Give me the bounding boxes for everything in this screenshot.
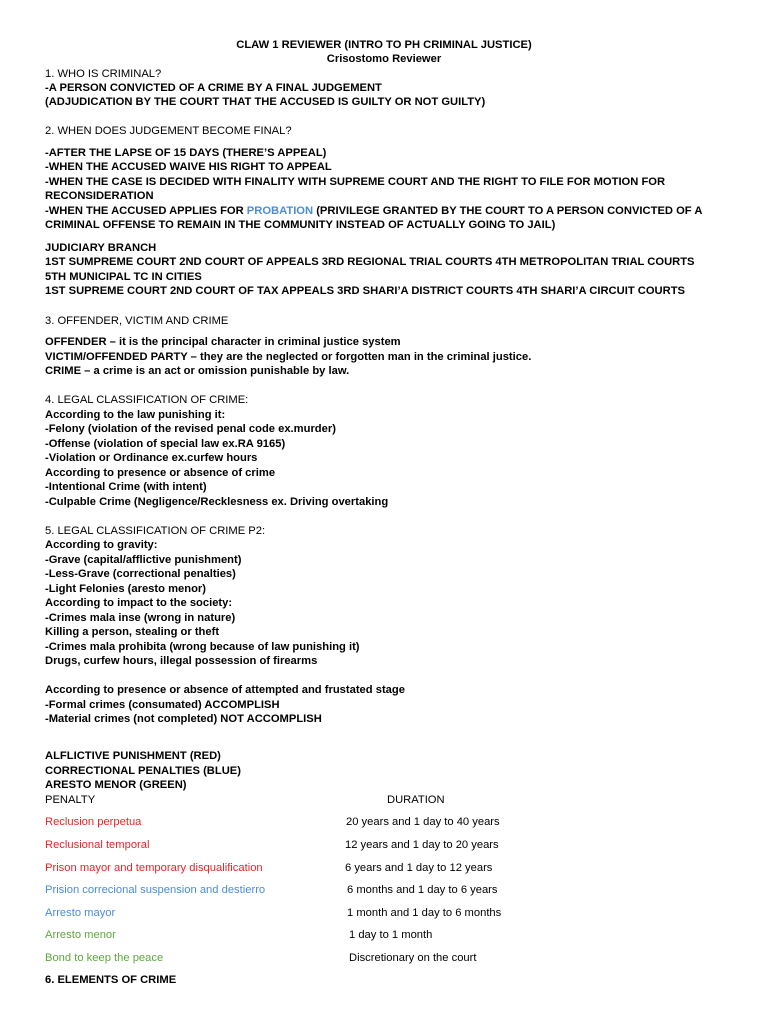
section-5-line: -Material crimes (not completed) NOT ACCOMPLISH [45, 713, 322, 725]
section-4-heading: 4. LEGAL CLASSIFICATION OF CRIME: [45, 394, 249, 406]
penalty-duration: 1 month and 1 day to 6 months [347, 907, 502, 919]
section-4-line: According to presence or absence of crime [45, 467, 276, 479]
section-4-line: -Culpable Crime (Negligence/Recklesness ex. Driving overtaking [45, 496, 389, 508]
section-3-heading: 3. OFFENDER, VICTIM AND CRIME [45, 315, 229, 327]
section-4-line: -Violation or Ordinance ex.curfew hours [45, 452, 258, 464]
penalty-name: Reclusional temporal [45, 839, 150, 851]
judiciary-line: 1ST SUPREME COURT 2ND COURT OF TAX APPEALS 3RD SHARI’A DISTRICT COURTS 4TH SHARI’A CIRCUIT COURTS [45, 285, 685, 297]
judiciary-heading: JUDICIARY BRANCH [45, 242, 157, 254]
penalty-name: Arresto menor [45, 929, 116, 941]
penalty-header: PENALTY [45, 794, 96, 806]
legend-line: ARESTO MENOR (GREEN) [45, 779, 187, 791]
section-5-line: According to gravity: [45, 539, 158, 551]
penalty-duration: 6 years and 1 day to 12 years [345, 862, 493, 874]
section-5-line: Killing a person, stealing or theft [45, 626, 220, 638]
section-2-text: (PRIVILEGE GRANTED BY THE COURT TO A PERSON CONVICTED OF A [313, 205, 703, 217]
section-5-heading: 5. LEGAL CLASSIFICATION OF CRIME P2: [45, 525, 266, 537]
section-3-line: OFFENDER – it is the principal character in criminal justice system [45, 336, 401, 348]
section-5-line: -Formal crimes (consumated) ACCOMPLISH [45, 699, 280, 711]
document-subtitle: Crisostomo Reviewer [326, 53, 442, 65]
judiciary-line: 5TH MUNICIPAL TC IN CITIES [45, 271, 202, 283]
section-1-heading: 1. WHO IS CRIMINAL? [45, 68, 162, 80]
section-4-line: -Offense (violation of special law ex.RA 9165) [45, 438, 286, 450]
section-2-line: -WHEN THE CASE IS DECIDED WITH FINALITY WITH SUPREME COURT AND THE RIGHT TO FILE FOR MOTION FOR [45, 176, 666, 188]
penalty-duration: Discretionary on the court [349, 952, 477, 964]
section-3-line: CRIME – a crime is an act or omission punishable by law. [45, 365, 350, 377]
section-2-line: CRIMINAL OFFENSE TO REMAIN IN THE COMMUNITY INSTEAD OF ACTUALLY GOING TO JAIL) [45, 219, 556, 231]
section-2-heading: 2. WHEN DOES JUDGEMENT BECOME FINAL? [45, 125, 292, 137]
section-4-line: -Intentional Crime (with intent) [45, 481, 207, 493]
section-5-line: -Less-Grave (correctional penalties) [45, 568, 236, 580]
penalty-duration: 1 day to 1 month [349, 929, 433, 941]
section-2-line: -WHEN THE ACCUSED WAIVE HIS RIGHT TO APPEAL [45, 161, 332, 173]
penalty-name: Arresto mayor [45, 907, 116, 919]
section-5-line: According to presence or absence of attempted and frustated stage [45, 684, 405, 696]
penalty-name: Bond to keep the peace [45, 952, 164, 964]
penalty-duration: 12 years and 1 day to 20 years [345, 839, 499, 851]
duration-header: DURATION [387, 794, 445, 806]
section-3-line: VICTIM/OFFENDED PARTY – they are the neglected or forgotten man in the criminal justice. [45, 351, 532, 363]
section-2-line [45, 204, 702, 219]
section-1-line: -A PERSON CONVICTED OF A CRIME BY A FINAL JUDGEMENT [45, 82, 382, 94]
section-4-line: According to the law punishing it: [45, 409, 226, 421]
penalty-duration: 20 years and 1 day to 40 years [346, 816, 500, 828]
legend-line: CORRECTIONAL PENALTIES (BLUE) [45, 765, 241, 777]
section-1-line: (ADJUDICATION BY THE COURT THAT THE ACCUSED IS GUILTY OR NOT GUILTY) [45, 96, 486, 108]
penalty-name: Prison mayor and temporary disqualification [45, 862, 263, 874]
section-4-line: -Felony (violation of the revised penal code ex.murder) [45, 423, 336, 435]
section-6-heading: 6. ELEMENTS OF CRIME [45, 974, 177, 986]
judiciary-line: 1ST SUMPREME COURT 2ND COURT OF APPEALS 3RD REGIONAL TRIAL COURTS 4TH METROPOLITAN TRIAL COURTS [45, 256, 695, 268]
section-5-line: -Light Felonies (aresto menor) [45, 583, 206, 595]
document-title: CLAW 1 REVIEWER (INTRO TO PH CRIMINAL JUSTICE) [236, 39, 532, 51]
penalty-name: Prision correcional suspension and destierro [45, 884, 266, 896]
section-2-text: -WHEN THE ACCUSED APPLIES FOR [45, 205, 247, 217]
legend-line: ALFLICTIVE PUNISHMENT (RED) [45, 750, 221, 762]
section-5-line: According to impact to the society: [45, 597, 233, 609]
section-5-line: -Crimes mala inse (wrong in nature) [45, 612, 236, 624]
section-5-line: -Grave (capital/afflictive punishment) [45, 554, 242, 566]
penalty-duration: 6 months and 1 day to 6 years [347, 884, 498, 896]
section-2-line: RECONSIDERATION [45, 190, 154, 202]
penalty-name: Reclusion perpetua [45, 816, 142, 828]
probation-highlight: PROBATION [246, 205, 314, 217]
section-5-line: Drugs, curfew hours, illegal possession of firearms [45, 655, 318, 667]
section-2-line: -AFTER THE LAPSE OF 15 DAYS (THERE’S APPEAL) [45, 147, 327, 159]
section-5-line: -Crimes mala prohibita (wrong because of law punishing it) [45, 641, 360, 653]
